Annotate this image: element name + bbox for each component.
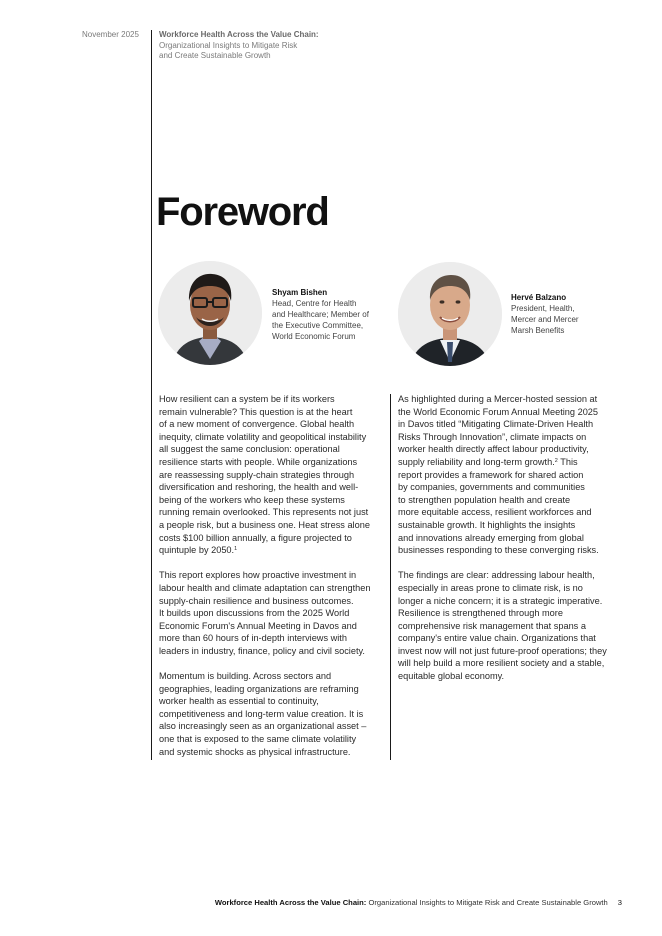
text-line: Risks Through Innovation”, climate impacts on bbox=[398, 431, 587, 442]
author-name: Hervé Balzano bbox=[511, 293, 567, 302]
text-line: more equitable access, resilient workforces and bbox=[398, 507, 592, 518]
text-line: report provides a framework for shared action bbox=[398, 469, 584, 480]
text-line: It builds upon discussions from the 2025 World bbox=[159, 608, 350, 619]
author-role-line: Head, Centre for Health bbox=[272, 299, 357, 308]
paragraph bbox=[159, 670, 387, 758]
page-footer bbox=[215, 898, 622, 907]
text-line: more than 60 hours of in-depth interviews with bbox=[159, 633, 347, 644]
footer-title-bold: Workforce Health Across the Value Chain: bbox=[214, 898, 367, 907]
text-line: especially in areas prone to climate risk, is no bbox=[398, 582, 583, 593]
text-line: a people risk, but a business one. Heat stress alone bbox=[159, 519, 370, 530]
author-shyam-bishen bbox=[272, 287, 369, 342]
column-divider-rule bbox=[390, 394, 391, 760]
author-role-line: the Executive Committee, bbox=[272, 321, 364, 330]
text-line: diversification and reshoring, the health and well- bbox=[159, 482, 359, 493]
header-subtitle-line: Organizational Insights to Mitigate Risk bbox=[159, 40, 298, 50]
text-line: of a new moment of convergence. Global health bbox=[159, 419, 355, 430]
text-line: equitable global economy. bbox=[398, 671, 505, 682]
text-line: and innovations already emerging from global bbox=[398, 532, 584, 543]
text-line: worker health as essential to continuity, bbox=[159, 696, 319, 707]
text-line: will help build a more resilient society and a stable, bbox=[398, 658, 605, 669]
author-role-line: World Economic Forum bbox=[272, 332, 356, 341]
text-line: are reassessing supply-chain strategies through bbox=[159, 469, 355, 480]
text-line: being of the workers who keep these systems bbox=[159, 494, 345, 505]
body-column-right bbox=[398, 393, 626, 695]
author-role-line: Marsh Benefits bbox=[511, 326, 565, 335]
text-line: running remain overlooked. This represents not just bbox=[159, 507, 369, 518]
left-vertical-rule bbox=[151, 30, 152, 760]
header-title: Workforce Health Across the Value Chain: bbox=[159, 30, 319, 39]
footnote-marker[interactable]: 2 bbox=[554, 457, 558, 464]
body-column-left bbox=[159, 393, 387, 771]
text-line: As highlighted during a Mercer-hosted session at bbox=[398, 394, 598, 404]
text-line-body: quintuple by 2050. bbox=[159, 545, 235, 556]
author-role-line: Mercer and Mercer bbox=[511, 315, 579, 324]
footnote-marker[interactable]: 1 bbox=[234, 546, 238, 553]
text-line: Economic Forum's Annual Meeting in Davos and bbox=[159, 620, 357, 631]
page-number: 3 bbox=[617, 898, 622, 907]
text-line: resilience starts with people. While organizations bbox=[159, 456, 358, 467]
paragraph bbox=[159, 569, 387, 657]
portrait-shyam-bishen bbox=[158, 261, 262, 365]
text-line: company's entire value chain. Organizations that bbox=[398, 633, 596, 644]
author-role-line: President, Health, bbox=[511, 304, 575, 313]
portrait-herve-balzano bbox=[398, 262, 502, 366]
text-line: longer a niche concern; it is a strategic imperative. bbox=[398, 595, 603, 606]
text-line: businesses responding to these converging risks. bbox=[398, 545, 599, 556]
paragraph bbox=[159, 393, 387, 557]
text-line: also increasingly seen as an organizational asset – bbox=[159, 721, 367, 732]
text-line: worker health directly affect labour productivity, bbox=[398, 444, 589, 455]
text-line: sustainable growth. It highlights the insights bbox=[398, 519, 576, 530]
text-line bbox=[159, 544, 387, 557]
text-line: leaders in industry, finance, policy and civil society. bbox=[159, 645, 365, 656]
text-line: by companies, governments and communities bbox=[398, 482, 585, 493]
text-line: in Davos titled “Mitigating Climate-Driven Health bbox=[398, 419, 594, 430]
text-line: costs $100 billion annually, a figure projected to bbox=[159, 532, 352, 543]
text-line: remain vulnerable? This question is at the heart bbox=[159, 406, 353, 417]
text-line: invest now will not just future-proof operations; they bbox=[398, 645, 607, 656]
text-line: competitiveness and long-term value creation. It is bbox=[159, 708, 364, 719]
text-line: The findings are clear: addressing labour health, bbox=[398, 570, 595, 581]
text-line: Momentum is building. Across sectors and bbox=[159, 671, 332, 682]
text-line: geographies, leading organizations are reframing bbox=[159, 683, 359, 694]
author-name: Shyam Bishen bbox=[272, 288, 328, 297]
text-line: the World Economic Forum Annual Meeting 2025 bbox=[398, 406, 599, 417]
footer-title-rest: Organizational Insights to Mitigate Risk and Create Sustainable Growth bbox=[366, 898, 608, 907]
page-title: Foreword bbox=[156, 190, 329, 234]
text-line bbox=[398, 456, 626, 469]
text-line: to strengthen population health and create bbox=[398, 494, 571, 505]
text-line: inequity, climate volatility and geopolitical instability bbox=[159, 431, 367, 442]
author-role-line: and Healthcare; Member of bbox=[272, 310, 369, 319]
text-line: all suggest the same conclusion: operational bbox=[159, 444, 340, 455]
text-line: Resilience is strengthened through more bbox=[398, 608, 563, 619]
text-line-body: supply reliability and long-term growth. bbox=[398, 456, 555, 467]
header-title-block bbox=[159, 30, 319, 62]
portrait-photo-icon bbox=[398, 262, 502, 366]
text-line: one that is exposed to the same climate volatility bbox=[159, 734, 357, 745]
header-date: November 2025 bbox=[82, 30, 139, 39]
text-line: comprehensive risk management that spans a bbox=[398, 620, 586, 631]
text-line: and systemic shocks as physical infrastructure. bbox=[159, 746, 351, 757]
portrait-photo-icon bbox=[158, 261, 262, 365]
text-line: supply-chain resilience and business outcomes. bbox=[159, 595, 354, 606]
author-herve-balzano bbox=[511, 292, 579, 336]
paragraph bbox=[398, 393, 626, 557]
text-line: How resilient can a system be if its workers bbox=[159, 394, 335, 404]
text-line: labour health and climate adaptation can strengthen bbox=[159, 582, 371, 593]
paragraph bbox=[398, 569, 626, 682]
text-line-body: This bbox=[557, 456, 578, 467]
text-line: This report explores how proactive investment in bbox=[159, 570, 357, 581]
header-subtitle-line: and Create Sustainable Growth bbox=[159, 51, 271, 60]
